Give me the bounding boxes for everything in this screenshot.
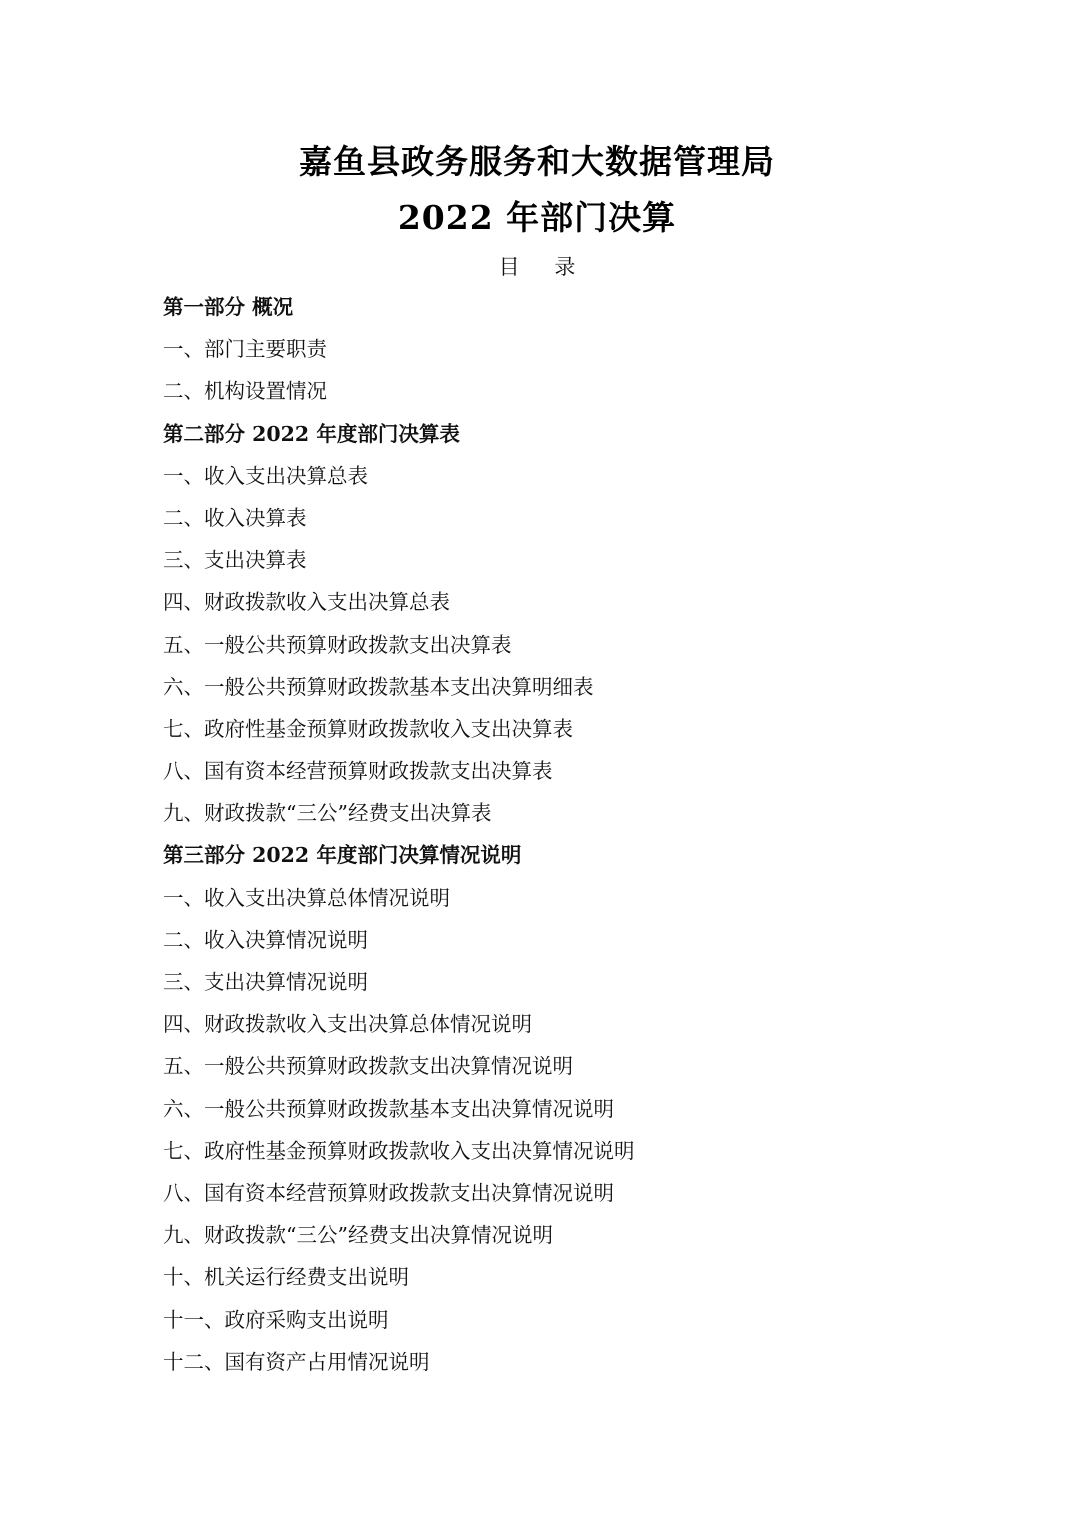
- toc-item: 八、国有资本经营预算财政拨款支出决算表: [163, 759, 553, 784]
- toc-item: 十一、政府采购支出说明: [163, 1307, 389, 1332]
- toc-item: 十二、国有资产占用情况说明: [163, 1349, 430, 1374]
- toc-item: 九、财政拨款“三公”经费支出决算情况说明: [163, 1223, 553, 1248]
- toc-heading: 目 录: [498, 255, 590, 279]
- toc-item: 十、机关运行经费支出说明: [163, 1265, 409, 1290]
- toc-item: 二、收入决算情况说明: [163, 927, 368, 952]
- toc-item: 七、政府性基金预算财政拨款收入支出决算情况说明: [163, 1138, 635, 1163]
- toc-item: 四、财政拨款收入支出决算总表: [163, 590, 450, 615]
- toc-item: 一、部门主要职责: [163, 337, 327, 362]
- toc-item: 六、一般公共预算财政拨款基本支出决算情况说明: [163, 1096, 614, 1121]
- document-subtitle: 2022 年部门决算: [397, 198, 677, 237]
- toc-item: 五、一般公共预算财政拨款支出决算表: [163, 632, 512, 657]
- table-of-contents: [163, 290, 923, 1387]
- toc-section: 第一部分 概况: [163, 295, 294, 319]
- toc-item: 五、一般公共预算财政拨款支出决算情况说明: [163, 1054, 573, 1079]
- toc-section: 第三部分 2022 年度部门决算情况说明: [163, 843, 522, 868]
- toc-item: 四、财政拨款收入支出决算总体情况说明: [163, 1012, 532, 1037]
- toc-item: 一、收入支出决算总表: [163, 463, 368, 488]
- document-title: 嘉鱼县政务服务和大数据管理局: [299, 142, 775, 181]
- toc-item: 一、收入支出决算总体情况说明: [163, 885, 450, 910]
- toc-item: 二、收入决算表: [163, 505, 307, 530]
- toc-item: 三、支出决算情况说明: [163, 970, 368, 994]
- toc-section: 第二部分 2022 年度部门决算表: [163, 421, 460, 446]
- toc-item: 七、政府性基金预算财政拨款收入支出决算表: [163, 716, 573, 741]
- toc-item: 九、财政拨款“三公”经费支出决算表: [163, 801, 492, 826]
- toc-item: 六、一般公共预算财政拨款基本支出决算明细表: [163, 674, 594, 699]
- toc-item: 三、支出决算表: [163, 548, 307, 573]
- toc-item: 八、国有资本经营预算财政拨款支出决算情况说明: [163, 1180, 614, 1205]
- toc-item: 二、机构设置情况: [163, 379, 327, 404]
